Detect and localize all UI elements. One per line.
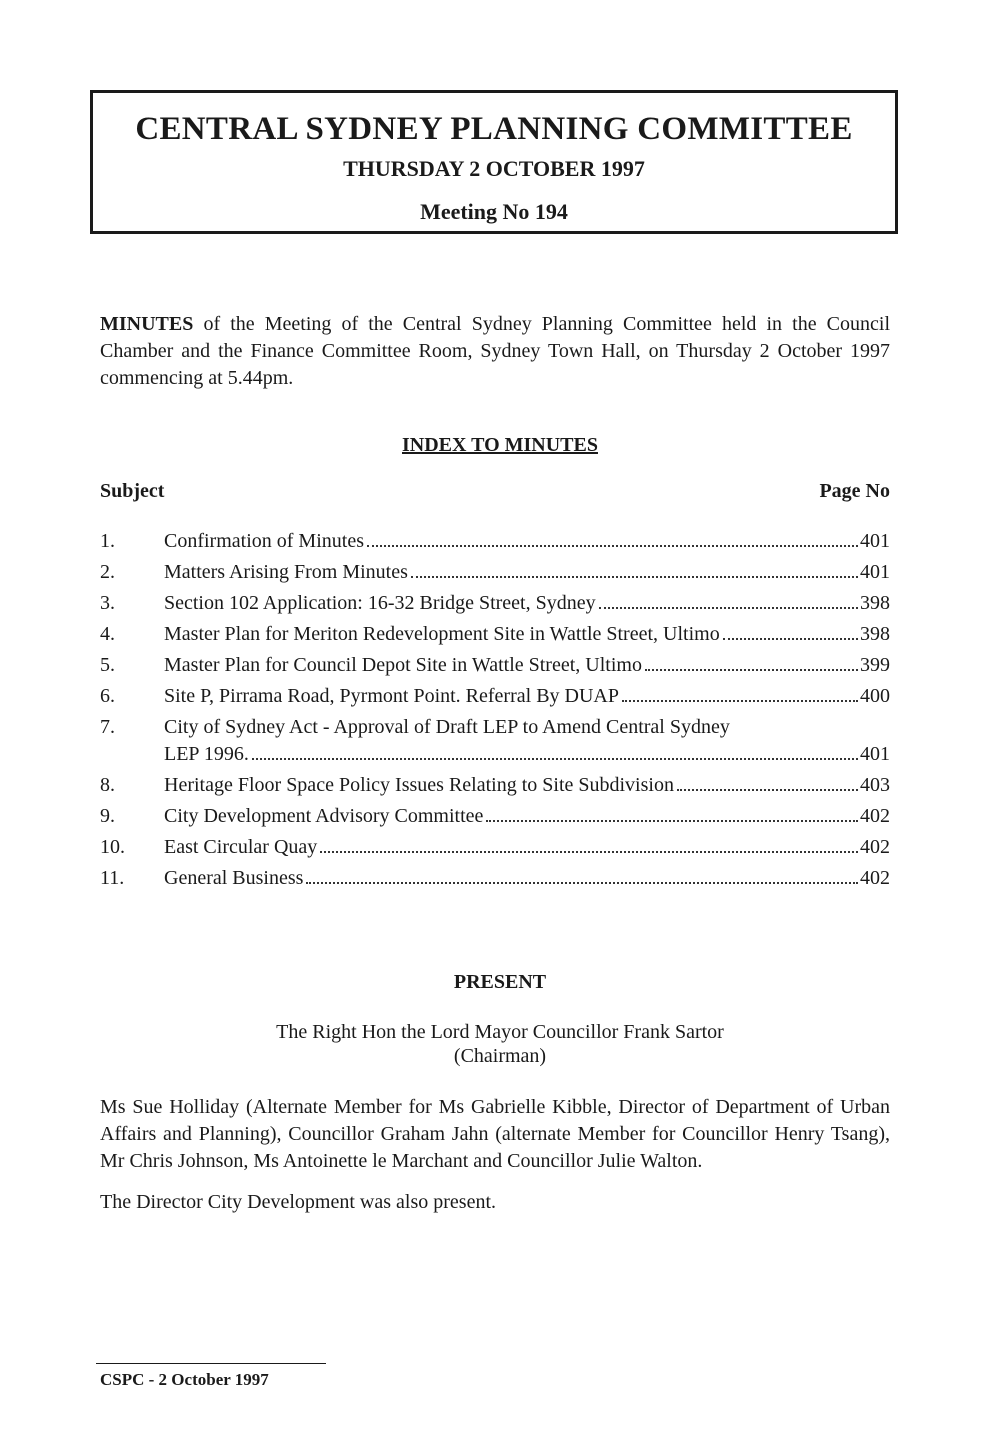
members-present: Ms Sue Holliday (Alternate Member for Ms Gabrielle Kibble, Director of Department of Urban Affairs and Planning), Councillor Graham Jahn (alternate Member for Councillor Henry Tsang), Mr Chris Johnson, Ms Antoinette le Marchant and Councillor Julie Walton. (100, 1096, 890, 1172)
minutes-intro-text: of the Meeting of the Central Sydney Planning Committee held in the Council Chamber and the Finance Committee Room, Sydney Town Hall, on Thursday 2 October 1997 commencing at 5.44pm. (100, 313, 890, 389)
index-item-page: 401 (860, 743, 890, 765)
index-list (100, 528, 890, 896)
index-item (100, 803, 890, 830)
subject-column-header: Subject (100, 480, 165, 502)
present-heading: PRESENT (453, 971, 547, 993)
dot-leader (367, 545, 858, 547)
page-column-header: Page No (819, 480, 890, 502)
index-item (100, 559, 890, 586)
meeting-date: THURSDAY 2 OCTOBER 1997 (343, 156, 645, 181)
index-item-subject: Heritage Floor Space Policy Issues Relating to Site Subdivision (164, 774, 674, 796)
index-item-number: 11. (100, 867, 125, 889)
dot-leader (306, 882, 858, 884)
index-item-number: 1. (100, 530, 115, 552)
index-heading: INDEX TO MINUTES (402, 434, 598, 456)
index-item-number: 8. (100, 774, 115, 796)
index-item (100, 652, 890, 679)
index-item (100, 621, 890, 648)
footer-text: CSPC - 2 October 1997 (100, 1370, 269, 1389)
dot-leader (645, 669, 858, 671)
index-item (100, 714, 890, 768)
index-item-page: 398 (860, 623, 890, 645)
committee-title: CENTRAL SYDNEY PLANNING COMMITTEE (135, 111, 853, 147)
chairman-name: The Right Hon the Lord Mayor Councillor Frank Sartor (276, 1021, 724, 1043)
index-item (100, 865, 890, 892)
index-item-subject: City Development Advisory Committee (164, 805, 484, 827)
dot-leader (622, 700, 858, 702)
header-box (90, 90, 898, 234)
index-item (100, 683, 890, 710)
index-item-page: 401 (860, 530, 890, 552)
index-item-page: 402 (860, 867, 890, 889)
index-item (100, 834, 890, 861)
index-item-subject: Matters Arising From Minutes (164, 561, 408, 583)
index-item (100, 772, 890, 799)
meeting-number: Meeting No 194 (420, 199, 568, 224)
dot-leader (252, 758, 858, 760)
index-item-number: 6. (100, 685, 115, 707)
dot-leader (599, 607, 858, 609)
index-item-subject-line: City of Sydney Act - Approval of Draft LEP to Amend Central Sydney (164, 716, 730, 738)
index-item-page: 399 (860, 654, 890, 676)
index-item-number: 5. (100, 654, 115, 676)
index-item-subject: General Business (164, 867, 304, 889)
index-item-number: 2. (100, 561, 115, 583)
minutes-intro (100, 311, 890, 392)
index-item-subject: Confirmation of Minutes (164, 530, 364, 552)
dot-leader (486, 820, 858, 822)
index-item-subject: LEP 1996. (164, 743, 249, 765)
index-item-number: 9. (100, 805, 115, 827)
index-item-subject: East Circular Quay (164, 836, 318, 858)
index-item-number: 10. (100, 836, 125, 858)
index-item-subject: Master Plan for Meriton Redevelopment Site in Wattle Street, Ultimo (164, 623, 720, 645)
index-item-page: 401 (860, 561, 890, 583)
index-item-subject: Section 102 Application: 16-32 Bridge Street, Sydney (164, 592, 596, 614)
index-item-page: 398 (860, 592, 890, 614)
index-item (100, 528, 890, 555)
chairman-role: (Chairman) (453, 1045, 547, 1067)
index-item-subject: Master Plan for Council Depot Site in Wattle Street, Ultimo (164, 654, 642, 676)
index-item-number: 7. (100, 716, 115, 738)
dot-leader (320, 851, 858, 853)
index-item (100, 590, 890, 617)
index-item-page: 400 (860, 685, 890, 707)
dot-leader (411, 576, 858, 578)
index-item-page: 403 (860, 774, 890, 796)
index-item-page: 402 (860, 805, 890, 827)
index-item-number: 4. (100, 623, 115, 645)
index-item-subject: Site P, Pirrama Road, Pyrmont Point. Referral By DUAP (164, 685, 619, 707)
index-item-page: 402 (860, 836, 890, 858)
director-present: The Director City Development was also present. (100, 1191, 496, 1213)
footer-rule (96, 1363, 326, 1364)
index-item-number: 3. (100, 592, 115, 614)
dot-leader (723, 638, 858, 640)
minutes-lead: MINUTES (100, 313, 194, 335)
dot-leader (677, 789, 858, 791)
